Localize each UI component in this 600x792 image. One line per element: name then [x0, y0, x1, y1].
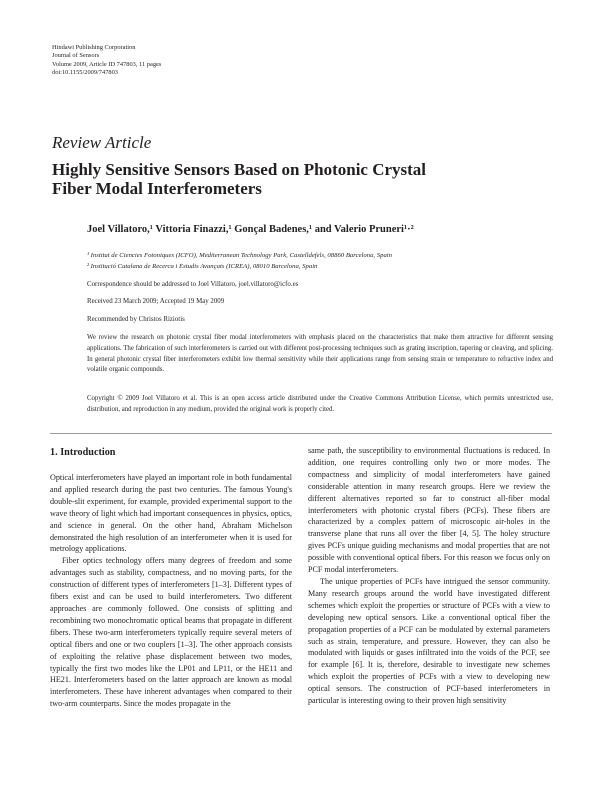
doi[interactable]: doi:10.1155/2009/747803: [52, 69, 118, 77]
author-list: Joel Villatoro,¹ Vittoria Finazzi,¹ Gonçal Badenes,¹ and Valerio Pruneri¹·²: [87, 224, 414, 235]
copyright-notice: Copyright © 2009 Joel Villatoro et al. This is an open access article distributed under the Creative Commons Attribution License, which permits unrestricted use, distribution, and reproduction in any medium, provided the original work is properly cited.: [87, 395, 553, 413]
divider: [50, 433, 552, 434]
affiliation-2: ² Institució Catalana de Recerca i Estudis Avançats (ICREA), 08010 Barcelona, Spain: [87, 263, 318, 270]
section-heading: 1. Introduction: [50, 447, 116, 458]
abstract: We review the research on photonic crystal fiber modal interferometers with emphasis placed on the characteristics that make them attractive for different sensing applications. The fabrication of such interferometers is carried out with different post-processing techniques such as grating inscription, tapering or cleaving, and splicing. In general photonic crystal fiber interferometers exhibit low thermal sensitivity while their applications range from sensing strain or temperature to refractive index and volatile organic compounds.: [87, 334, 553, 374]
received-dates: Received 23 March 2009; Accepted 19 May 2009: [87, 298, 225, 305]
article-title: [52, 160, 512, 198]
paragraph: Fiber optics technology offers many degrees of freedom and some advantages such as stability, compactness, and no moving parts, for the construction of different types of interferometers [1–3]. Different types of fibers exist and can be used to build interferometers. Two different approaches are commonly followed. One consists of splitting and recombining two monochromatic optical beams that propagate in different fibers. These two-arm interferometers typically require several meters of optical fibers and one or two couplers [1–3]. The other approach consists of exploiting the relative phase displacement between two modes, typically the first two modes like the LP01 and LP11, or the HE11 and HE21. Interferometers based on the latter approach are known as modal interferometers. These have inherent advantages when compared to their two-arm counterparts. Since the modes propagate in the: [50, 556, 292, 709]
paragraph: The unique properties of PCFs have intrigued the sensor community. Many research groups around the world have investigated different schemes which exploit the properties or structure of PCFs with a view to developing new optical sensors. Like a conventional optical fiber the propagation properties of a PCF can be modulated by external parameters such as strain, temperature, and pressure. However, they can also be modulated with liquids or gases infiltrated into the voids of the PCF, see for example [6]. It is, therefore, desirable to investigate new schemes which exploit the properties of PCFs with a view to developing new optical sensors. The construction of PCF-based interferometers in particular is interesting owing to their proven high sensitivity: [308, 576, 550, 706]
correspondence: Correspondence should be addressed to Joel Villatoro, joel.villatoro@icfo.es: [87, 281, 299, 288]
recommended-by: Recommended by Christos Riziotis: [87, 316, 185, 323]
volume-info: Volume 2009, Article ID 747803, 11 pages: [52, 60, 162, 68]
publisher-name: Hindawi Publishing Corporation: [52, 44, 136, 51]
article-type: Review Article: [52, 133, 152, 152]
left-column: [50, 445, 292, 710]
journal-name: Journal of Sensors: [52, 52, 100, 60]
title-line-1: Highly Sensitive Sensors Based on Photonic Crystal: [52, 160, 427, 179]
right-column: [308, 445, 550, 707]
publication-info: [52, 44, 161, 78]
affiliation-1: ¹ Institut de Ciencies Fotoniques (ICFO), Mediterranean Technology Park, Castelldefels, 08860 Barcelona, Spain: [87, 252, 392, 259]
title-line-2: Fiber Modal Interferometers: [52, 179, 262, 198]
paragraph: Optical interferometers have played an important role in both fundamental and applied research during the past two centuries. The famous Young's double-slit experiment, for example, provided experimental support to the wave theory of light which had important consequences in physics, optics, and science in general. On the other hand, Abraham Michelson demonstrated the high resolution of an interferometer when it is used for metrology applications.: [50, 473, 292, 554]
paragraph: same path, the susceptibility to environmental fluctuations is reduced. In addition, one requires controlling only two or more modes. The compactness and simplicity of modal interferometers have gained considerable attention in many research groups. Here we review the different alternatives reported so far to construct all-fiber modal interferometers with photonic crystal fibers (PCFs). These fibers are characterized by a complex pattern of microscopic air-holes in the transverse plane that runs all over the fiber [4, 5]. The holey structure gives PCFs unique guiding mechanisms and modal properties that are not possible with conventional optical fibers. For this reason we focus only on PCF modal interferometers.: [308, 446, 550, 575]
affiliations: [87, 250, 392, 272]
